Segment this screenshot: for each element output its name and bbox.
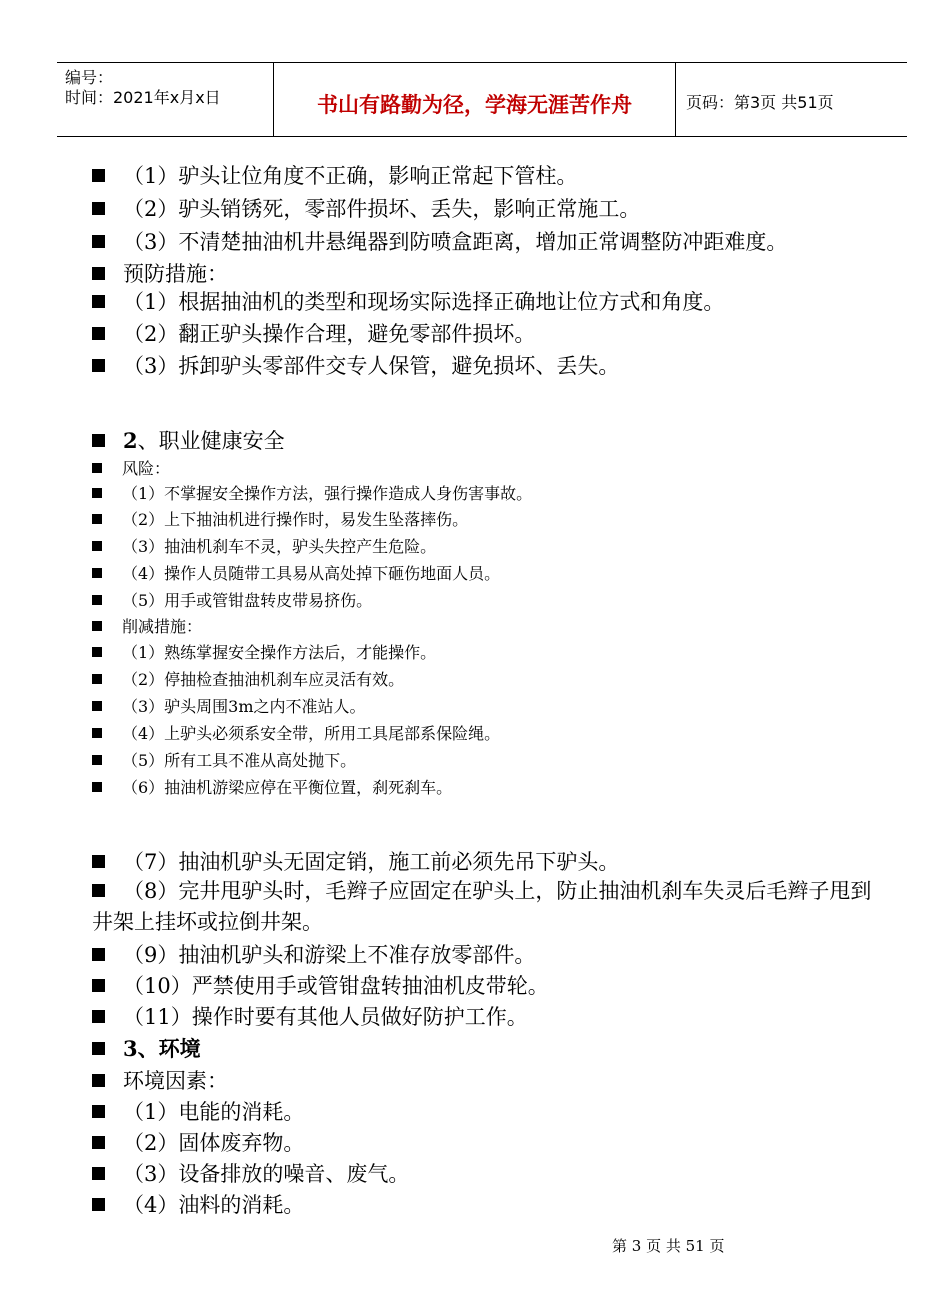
- list-item: （11）操作时要有其他人员做好防护工作。: [92, 1001, 528, 1031]
- list-item: （3）设备排放的噪音、废气。: [92, 1158, 409, 1188]
- square-bullet-icon: [92, 782, 102, 792]
- motto: 书山有路勤为径，学海无涯苦作舟: [317, 93, 632, 117]
- list-item: （4）油料的消耗。: [92, 1189, 304, 1219]
- list-item: （3）不清楚抽油机井悬绳器到防喷盒距离，增加正常调整防冲距难度。: [92, 226, 787, 256]
- square-bullet-icon: [92, 1010, 105, 1023]
- list-item: （3）抽油机刹车不灵，驴头失控产生危险。: [92, 534, 436, 557]
- list-item: （6）抽油机游梁应停在平衡位置，刹死刹车。: [92, 775, 452, 798]
- list-item: 削减措施：: [92, 614, 202, 637]
- square-bullet-icon: [92, 514, 102, 524]
- time-label: 时间：2021年x月x日: [65, 88, 221, 107]
- square-bullet-icon: [92, 1198, 105, 1211]
- square-bullet-icon: [92, 701, 102, 711]
- section-heading: 2、职业健康安全: [92, 425, 285, 455]
- list-item: （2）上下抽油机进行操作时，易发生坠落摔伤。: [92, 507, 468, 530]
- square-bullet-icon: [92, 647, 102, 657]
- square-bullet-icon: [92, 327, 105, 340]
- list-item: （1）驴头让位角度不正确，影响正常起下管柱。: [92, 160, 577, 190]
- square-bullet-icon: [92, 434, 105, 447]
- list-item: 环境因素：: [92, 1065, 228, 1095]
- page-info: 页码：第3页 共51页: [686, 93, 834, 112]
- list-item: （3）拆卸驴头零部件交专人保管，避免损坏、丢失。: [92, 350, 619, 380]
- list-item: 风险：: [92, 456, 170, 479]
- list-item: （7）抽油机驴头无固定销，施工前必须先吊下驴头。: [92, 846, 619, 876]
- list-item: （2）翻正驴头操作合理，避免零部件损坏。: [92, 318, 535, 348]
- square-bullet-icon: [92, 1105, 105, 1118]
- square-bullet-icon: [92, 595, 102, 605]
- list-item: （9）抽油机驴头和游梁上不准存放零部件。: [92, 939, 535, 969]
- page-footer: 第 3 页 共 51 页: [612, 1237, 725, 1255]
- page-header: [57, 62, 907, 137]
- square-bullet-icon: [92, 359, 105, 372]
- square-bullet-icon: [92, 1042, 105, 1055]
- square-bullet-icon: [92, 855, 105, 868]
- square-bullet-icon: [92, 728, 102, 738]
- list-item: （3）驴头周围3m之内不准站人。: [92, 694, 366, 717]
- square-bullet-icon: [92, 948, 105, 961]
- list-item: （1）熟练掌握安全操作方法后，才能操作。: [92, 640, 436, 663]
- square-bullet-icon: [92, 488, 102, 498]
- square-bullet-icon: [92, 1074, 105, 1087]
- square-bullet-icon: [92, 568, 102, 578]
- header-meta-cell: [57, 63, 274, 136]
- square-bullet-icon: [92, 541, 102, 551]
- square-bullet-icon: [92, 979, 105, 992]
- square-bullet-icon: [92, 1136, 105, 1149]
- square-bullet-icon: [92, 1167, 105, 1180]
- header-page-cell: [676, 63, 907, 136]
- list-item: （1）不掌握安全操作方法，强行操作造成人身伤害事故。: [92, 481, 532, 504]
- square-bullet-icon: [92, 267, 105, 280]
- header-motto-cell: [274, 63, 676, 136]
- list-item: （4）操作人员随带工具易从高处掉下砸伤地面人员。: [92, 561, 500, 584]
- list-item: （5）所有工具不准从高处抛下。: [92, 748, 356, 771]
- square-bullet-icon: [92, 463, 102, 473]
- square-bullet-icon: [92, 621, 102, 631]
- list-item: （5）用手或管钳盘转皮带易挤伤。: [92, 588, 372, 611]
- list-item: （1）电能的消耗。: [92, 1096, 304, 1126]
- list-item: （2）停抽检查抽油机刹车应灵活有效。: [92, 667, 404, 690]
- list-item: （2）固体废弃物。: [92, 1127, 304, 1157]
- list-item: （10）严禁使用手或管钳盘转抽油机皮带轮。: [92, 970, 549, 1000]
- list-item: （4）上驴头必须系安全带，所用工具尾部系保险绳。: [92, 721, 500, 744]
- number-label: 编号：: [65, 68, 114, 87]
- list-item-wrapped: （8）完井甩驴头时，毛辫子应固定在驴头上，防止抽油机刹车失灵后毛辫子甩到井架上挂坏或拉倒井架。: [92, 879, 872, 934]
- list-item: 预防措施：: [92, 258, 228, 288]
- square-bullet-icon: [92, 884, 105, 897]
- list-item: （1）根据抽油机的类型和现场实际选择正确地让位方式和角度。: [92, 286, 724, 316]
- square-bullet-icon: [92, 202, 105, 215]
- list-item: （2）驴头销锈死，零部件损坏、丢失，影响正常施工。: [92, 193, 640, 223]
- square-bullet-icon: [92, 295, 105, 308]
- section-heading: 3、环境: [92, 1033, 201, 1063]
- square-bullet-icon: [92, 235, 105, 248]
- square-bullet-icon: [92, 674, 102, 684]
- square-bullet-icon: [92, 755, 102, 765]
- square-bullet-icon: [92, 169, 105, 182]
